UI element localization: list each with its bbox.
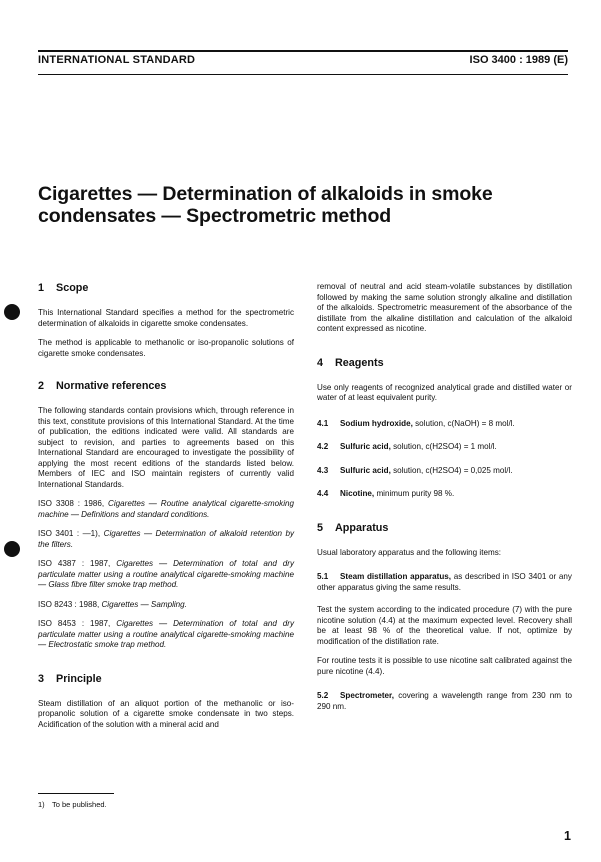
section-heading-normative-references: 2 Normative references — [38, 380, 167, 392]
left-column — [38, 282, 294, 739]
header-standard-number: ISO 3400 : 1989 (E) — [469, 54, 568, 66]
apparatus-item: 5.1 Steam distillation apparatus, as described in ISO 3401 or any other apparatus giving the same results. — [317, 572, 572, 592]
paragraph: Test the system according to the indicated procedure (7) with the pure nicotine solution (4.4) at the maximum expected level. Recovery shall be at least 98 % of the theoretical value. If not, optimize by modification of the distillation rate. — [317, 605, 572, 646]
header-standard-type: INTERNATIONAL STANDARD — [38, 54, 196, 66]
section-heading-principle: 3 Principle — [38, 672, 102, 685]
punch-hole-mark — [4, 541, 20, 557]
right-column — [317, 282, 572, 721]
paragraph: removal of neutral and acid steam-volatile substances by distillation followed by making the same solution strongly alkaline and distillation of the alkaloids. Spectrometric measurement of the absorbance of the distillate from the alkaline distillation and calculation of the alkaloid content expressed as nicotine. — [317, 282, 572, 333]
paragraph: For routine tests it is possible to use nicotine salt calibrated against the pure nicotine (4.4). — [317, 656, 572, 676]
reagent-item: 4.3 Sulfuric acid, solution, c(H2SO4) = 0,025 mol/l. — [317, 465, 513, 475]
page-number: 1 — [564, 829, 571, 843]
running-header — [38, 50, 568, 75]
reference-item: ISO 4387 : 1987, Cigarettes — Determination of total and dry particulate matter using a routine analytical cigarette-smoking machine — Glass fibre filter smoke trap method. — [38, 559, 295, 589]
paragraph: Usual laboratory apparatus and the following items: — [317, 547, 502, 557]
footnote-divider — [38, 793, 114, 794]
section-heading-scope: 1 Scope — [38, 282, 89, 294]
reference-item: ISO 3308 : 1986, Cigarettes — Routine analytical cigarette-smoking machine — Definitions and standard conditions. — [38, 499, 295, 519]
reagent-item: 4.1 Sodium hydroxide, solution, c(NaOH) = 8 mol/l. — [317, 418, 515, 428]
punch-hole-mark — [4, 304, 20, 320]
reagent-item: 4.4 Nicotine, minimum purity 98 %. — [317, 489, 455, 498]
reference-item: ISO 8243 : 1988, Cigarettes — Sampling. — [38, 599, 187, 609]
title-line-1: Cigarettes — Determination of alkaloids in smoke — [38, 183, 493, 205]
title-line-2: condensates — Spectrometric method — [38, 205, 392, 227]
paragraph: This International Standard specifies a method for the spectrometric determination of alkaloids in cigarette smoke condensates. — [38, 308, 294, 328]
reference-item: ISO 3401 : —1), Cigarettes — Determination of alkaloid retention by the filters. — [38, 529, 295, 549]
paragraph: Steam distillation of an aliquot portion of the methanolic or iso-propanolic solution of a cigarette smoke condensate in two steps. Acidification of the solution with a mineral acid and — [38, 698, 294, 729]
paragraph: The following standards contain provisions which, through reference in this text, constitute provisions of this International Standard. At the time of publication, the editions indicated were valid. All standards are subject to revision, and parties to agreements based on this International Standard are encouraged to investigate the possibility of applying the most recent editions of the standards listed below. Members of IEC and ISO maintain registers of currently valid International Standards. — [38, 406, 294, 489]
reference-item: ISO 8453 : 1987, Cigarettes — Determination of total and dry particulate matter using a routine analytical cigarette-smoking machine — Electrostatic smoke trap method. — [38, 619, 295, 649]
footnote: 1) To be published. — [38, 800, 107, 809]
paragraph: Use only reagents of recognized analytical grade and distilled water or water of at least equivalent purity. — [317, 382, 572, 402]
paragraph: The method is applicable to methanolic or iso-propanolic solutions of cigarette smoke condensates. — [38, 338, 294, 358]
apparatus-item: 5.2 Spectrometer, covering a wavelength range from 230 nm to 290 nm. — [317, 691, 572, 711]
section-heading-apparatus: 5 Apparatus — [317, 521, 389, 534]
document-title — [38, 183, 578, 227]
reagent-item: 4.2 Sulfuric acid, solution, c(H2SO4) = 1 mol/l. — [317, 442, 497, 451]
section-heading-reagents: 4 Reagents — [317, 356, 384, 369]
